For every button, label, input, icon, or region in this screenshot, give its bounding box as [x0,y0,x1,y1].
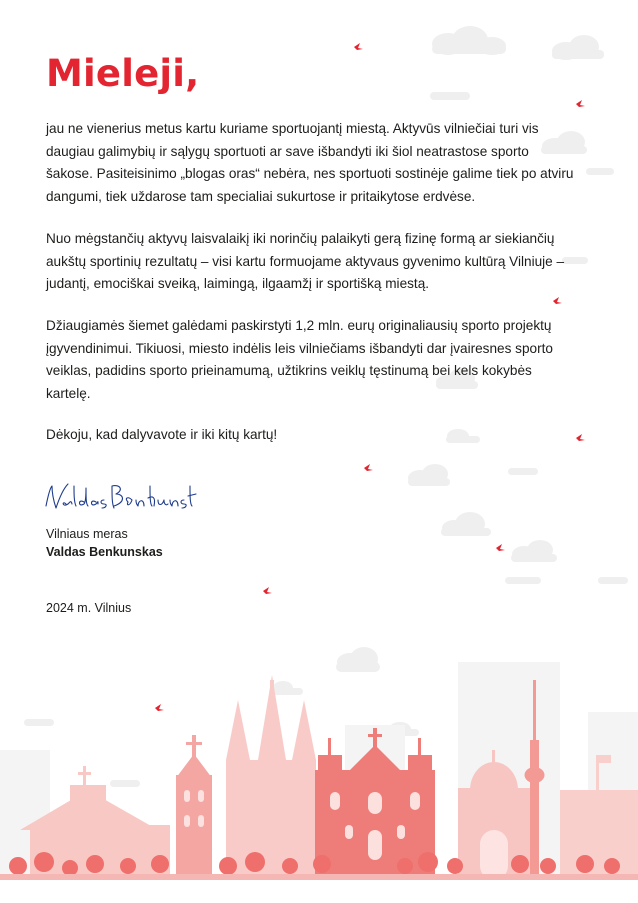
cloud [598,577,628,584]
cloud [273,681,303,695]
handwritten-signature [40,478,200,518]
greeting-heading: Mieleji, [46,52,200,95]
cloud [430,92,470,100]
bird-icon [354,43,363,50]
letter-paragraph-4: Dėkoju, kad dalyvavote ir iki kitų kartų! [46,427,278,442]
letter-paragraph-3: Džiaugiamės šiemet galėdami paskirstyti 1,2 mln. eurų originaliausių sporto projektų įgyvendinimui. Tikiuosi, miesto indėlis leis vilniečiams išbandyti dar įvairesnes sporto veiklas, padidins sporto prieinamumą, užtikrins veiklų tęstinumą bei kels kokybės kartelę. [46,318,553,401]
bird-icon [496,544,505,551]
cloud [432,26,506,55]
cloud [505,577,541,584]
signer-name: Valdas Benkunskas [46,545,163,559]
place-and-date: 2024 m. Vilnius [46,601,132,615]
gothic-church [226,675,316,880]
cloud [586,168,614,175]
bird-icon [155,704,164,711]
cloud [511,540,557,562]
cloud [408,464,450,486]
cloud [508,468,538,475]
cloud [24,719,54,726]
cloud [441,512,491,536]
bird-icon [553,297,562,304]
letter-paragraph-2: Nuo mėgstančių aktyvų laisvalaikį iki norinčių palaikyti gerą fizinę formą ar siekiančių aukštų sportinių rezultatų – visi kartu formuojame aktyvaus gyvenimo kultūrą Vilniuje – judantį, emociškai sveiką, laimingą, ilgaamžį ir sportišką miestą. [46,231,565,292]
bell-tower [176,735,212,880]
bird-icon [364,464,373,471]
cloud [336,647,380,672]
ground-strip [0,874,638,880]
bird-icon [576,100,585,107]
gate-arch [480,830,508,880]
cloud [552,35,604,60]
bird-icon [576,434,585,441]
bird-icon [263,587,272,594]
cloud [110,780,140,787]
signer-title: Vilniaus meras [46,527,128,541]
letter-paragraph-1: jau ne vienerius metus kartu kuriame sportuojantį miestą. Aktyvūs vilniečiai turi vis daugiau galimybių ir sąlygų sportuoti ar save išbandyti iki šiol neatrastose sporto šakose. Pasiteisinimo „blogas oras“ nebėra, nes sportuoti sostinėje galime tiek po atviru dangumi, tiek uždarose tam specialiai sukurtose ir pritaikytose erdvėse. [46,121,574,204]
